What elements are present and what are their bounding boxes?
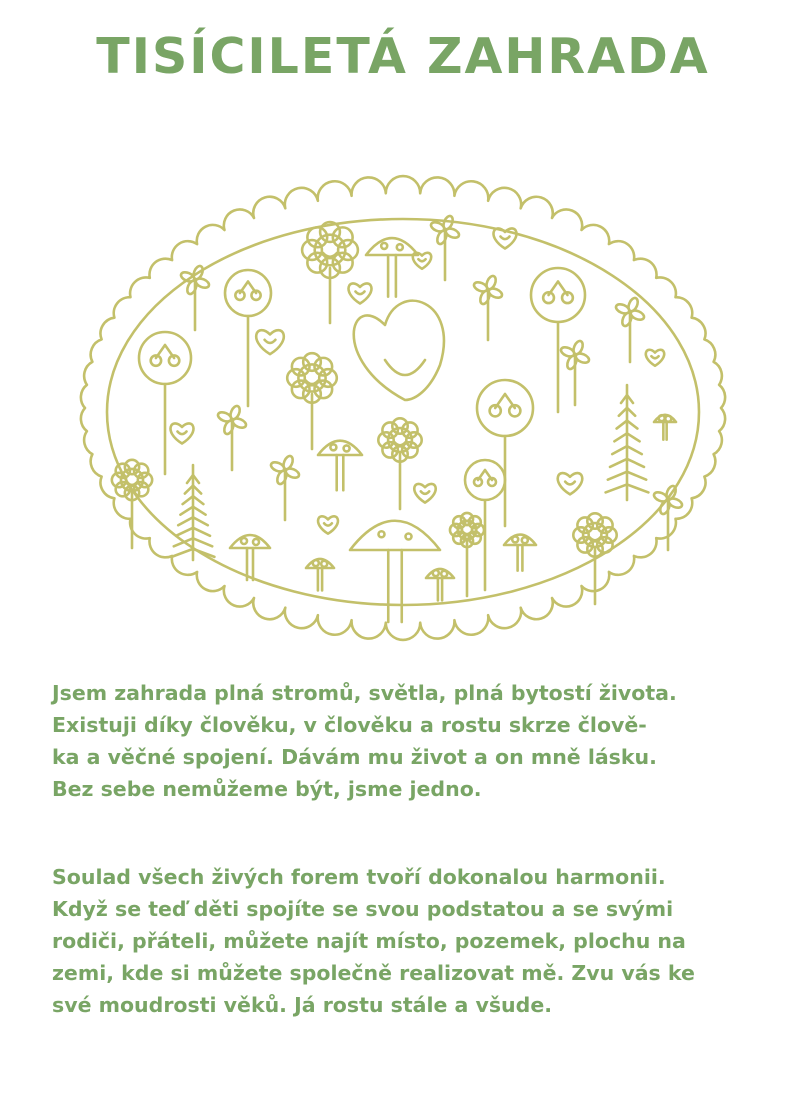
flower-smile — [394, 442, 405, 445]
mushroom-dot — [321, 561, 327, 567]
big-heart-smile — [385, 360, 425, 375]
tree-crown — [139, 332, 191, 384]
flower-petal — [287, 369, 305, 387]
mushroom-cap — [230, 535, 270, 548]
mushroom-dot — [433, 570, 439, 576]
text-line: rodiči, přáteli, můžete najít místo, pozemek, plochu na — [52, 929, 686, 953]
heart-smile — [651, 356, 658, 358]
flower-smile — [323, 253, 337, 257]
mushroom-dot — [330, 444, 336, 450]
text-line: Jsem zahrada plná stromů, světla, plná bytostí života. — [52, 681, 677, 705]
flower-petal — [319, 369, 337, 387]
mushroom-dot — [241, 538, 247, 544]
tree-branch — [495, 394, 515, 408]
flower-petal — [125, 460, 139, 474]
mushroom-cap — [504, 535, 536, 545]
heart-smile — [565, 482, 575, 485]
text-line: Soulad všech živých forem tvoří dokonalou harmonii. — [52, 865, 666, 889]
mushroom-dot — [344, 445, 350, 451]
big-heart — [354, 301, 444, 400]
paragraph-1 — [52, 677, 764, 805]
mushroom-cap — [318, 441, 362, 455]
mushroom-dot — [406, 534, 412, 540]
flower-smile — [127, 482, 137, 485]
inner-outline — [107, 219, 699, 605]
flower-face — [388, 428, 412, 452]
mushroom-dot — [659, 415, 665, 421]
flower-petal — [406, 432, 421, 447]
flower-petal — [573, 527, 588, 542]
mushroom-dot — [665, 416, 671, 422]
flower-petal — [303, 353, 321, 371]
text-line: Když se teď děti spojíte se svou podstatou a se svými — [52, 897, 674, 921]
flower-face — [298, 364, 325, 391]
page-title: TISÍCILETÁ ZAHRADA — [96, 28, 710, 85]
paragraph-2 — [52, 861, 764, 1021]
tree-branch — [240, 282, 256, 294]
heart-smile — [265, 340, 276, 343]
garden-drawing-icon — [0, 150, 806, 660]
flower-face — [583, 523, 607, 547]
mushroom-dot — [512, 536, 518, 542]
heart-smile — [421, 491, 429, 493]
tree-branch — [478, 470, 492, 480]
flower-petal — [307, 227, 327, 247]
tree-crown — [225, 270, 271, 316]
heart-smile — [501, 237, 510, 240]
text-line: Bez sebe nemůžeme být, jsme jedno. — [52, 777, 482, 801]
mushroom-cap — [366, 238, 418, 255]
mushroom-dot — [313, 560, 319, 566]
flower-petal — [302, 240, 322, 260]
flower-smile — [306, 380, 319, 384]
flower-face — [458, 521, 477, 540]
flower-petal — [378, 432, 393, 447]
flower-petal — [601, 527, 616, 542]
mushroom-dot — [381, 243, 387, 249]
heart-smile — [418, 259, 425, 261]
tree-crown — [477, 380, 533, 436]
garden-illustration — [0, 150, 806, 660]
tree-branch — [549, 282, 568, 296]
flower-petal — [333, 227, 353, 247]
flower-face — [315, 235, 346, 266]
flower-petal — [138, 473, 152, 487]
text-line: ka a věčné spojení. Dávám mu život a on mně lásku. — [52, 745, 657, 769]
flower-smile — [589, 537, 600, 540]
heart-smile — [178, 432, 187, 435]
mushroom-dot — [441, 571, 447, 577]
text-line: zemi, kde si můžete společně realizovat mě. Zvu vás ke — [52, 961, 695, 985]
mushroom-dot — [522, 537, 528, 543]
heart-smile — [356, 292, 365, 295]
mushroom-dot — [253, 539, 259, 545]
flower-petal — [112, 473, 126, 487]
text-line: své moudrosti věků. Já rostu stále a všude. — [52, 993, 553, 1017]
flower-petal — [587, 513, 602, 528]
flower-petal — [338, 240, 358, 260]
flower-petal — [392, 418, 407, 433]
mushroom-dot — [379, 531, 385, 537]
heart-smile — [324, 523, 332, 525]
flower-smile — [463, 532, 472, 534]
mushroom-cap — [350, 521, 440, 550]
tree-crown — [465, 460, 505, 500]
tree-crown — [531, 268, 585, 322]
text-line: Existuji díky člověku, v člověku a rostu skrze člově- — [52, 713, 647, 737]
mushroom-dot — [397, 244, 403, 250]
tree-branch — [156, 345, 174, 358]
